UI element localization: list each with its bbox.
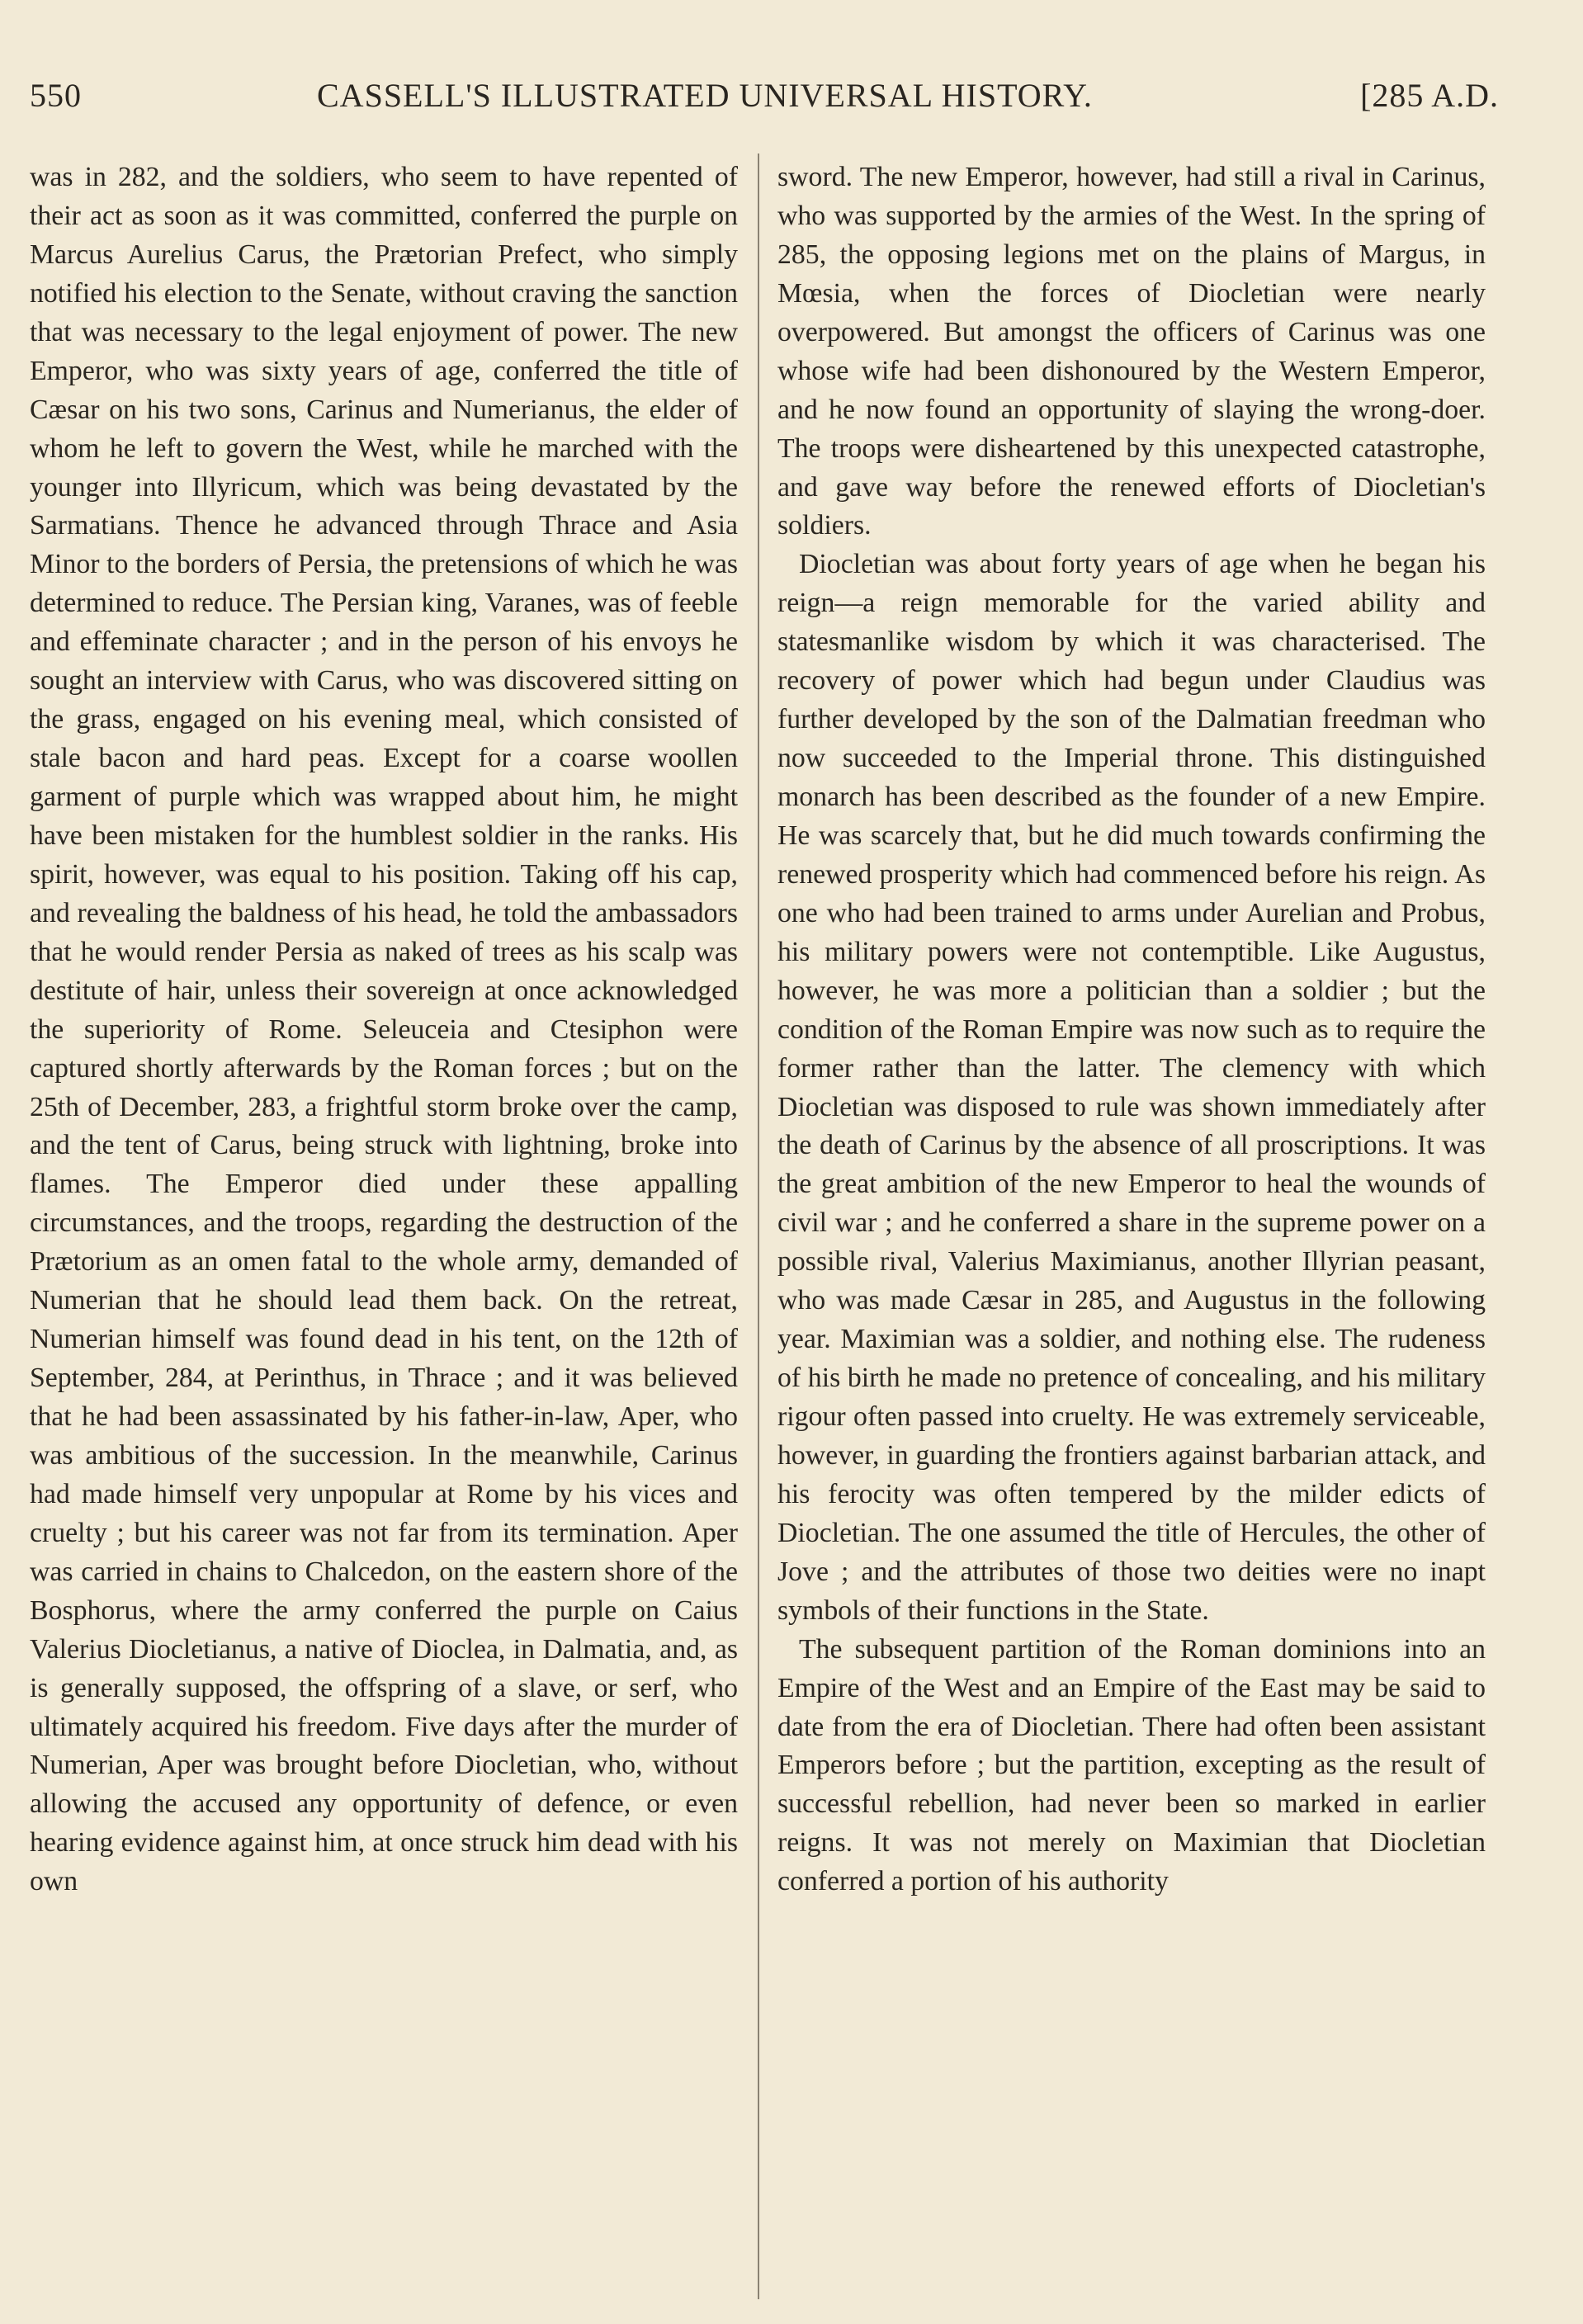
running-title: CASSELL'S ILLUSTRATED UNIVERSAL HISTORY.: [317, 77, 1093, 114]
paragraph: The subsequent partition of the Roman dominions into an Empire of the West and an Empire of the East may be said to date from the era of Diocletian. There had often been assistant Emperors before ; but the partition, excepting as the result of successful rebellion, had never been so marked in earlier reigns. It was not merely on Maximian that Diocletian conferred a portion of his authority: [777, 1633, 1486, 1897]
date-marker: [285 A.D.: [1360, 77, 1499, 114]
right-column: [777, 158, 1486, 1901]
paragraph: sword. The new Emperor, however, had still a rival in Carinus, who was supported by the armies of the West. In the spring of 285, the opposing legions met on the plains of Margus, in Mœsia, when the forces of Diocletian were nearly overpowered. But amongst the officers of Carinus was one whose wife had been dishonoured by the Western Emperor, and he now found an opportunity of slaying the wrong-doer. The troops were disheartened by this unexpected catastrophe, and gave way before the renewed efforts of Diocletian's soldiers.: [777, 162, 1486, 541]
column-divider: [758, 154, 759, 2299]
paragraph: was in 282, and the soldiers, who seem to have repented of their act as soon as it was committed, conferred the purple on Marcus Aurelius Carus, the Prætorian Prefect, who simply notified his election to the Senate, without craving the sanction that was necessary to the legal enjoyment of power. The new Emperor, who was sixty years of age, conferred the title of Cæsar on his two sons, Carinus and Numerianus, the elder of whom he left to govern the West, while he marched with the younger into Illyricum, which was being devastated by the Sarmatians. Thence he advanced through Thrace and Asia Minor to the borders of Persia, the pretensions of which he was determined to reduce. The Persian king, Varanes, was of feeble and effeminate character ; and in the person of his envoys he sought an interview with Carus, who was discovered sitting on the grass, engaged on his evening meal, which consisted of stale bacon and hard peas. Except for a coarse woollen garment of purple which was wrapped about him, he might have been mistaken for the humblest soldier in the ranks. His spirit, however, was equal to his position. Taking off his cap, and revealing the baldness of his head, he told the ambassadors that he would render Persia as naked of trees as his scalp was destitute of hair, unless their sovereign at once acknowledged the superiority of Rome. Seleuceia and Ctesiphon were captured shortly afterwards by the Roman forces ; but on the 25th of December, 283, a frightful storm broke over the camp, and the tent of Carus, being struck with lightning, broke into flames. The Emperor died under these appalling circumstances, and the troops, regarding the destruction of the Prætorium as an omen fatal to the whole army, demanded of Numerian that he should lead them back. On the retreat, Numerian himself was found dead in his tent, on the 12th of September, 284, at Perinthus, in Thrace ; and it was believed that he had been assassinated by his father-in-law, Aper, who was ambitious of the succession. In the meanwhile, Carinus had made himself very unpopular at Rome by his vices and cruelty ; but his career was not far from its termination. Aper was carried in chains to Chalcedon, on the eastern shore of the Bosphorus, where the army conferred the purple on Caius Valerius Diocletianus, a native of Dioclea, in Dalmatia, and, as is generally supposed, the offspring of a slave, or serf, who ultimately acquired his freedom. Five days after the murder of Numerian, Aper was brought before Diocletian, who, without allowing the accused any opportunity of defence, or even hearing evidence against him, at once struck him dead with his own: [30, 162, 738, 1897]
page-number: 550: [30, 77, 82, 114]
running-header: [30, 76, 1499, 125]
left-column: [30, 158, 738, 1901]
paragraph: Diocletian was about forty years of age when he began his reign—a reign memorable for the varied ability and statesmanlike wisdom by which it was characterised. The recovery of power which had begun under Claudius was further developed by the son of the Dalmatian freedman who now succeeded to the Imperial throne. This distinguished monarch has been described as the founder of a new Empire. He was scarcely that, but he did much towards confirming the renewed prosperity which had commenced before his reign. As one who had been trained to arms under Aurelian and Probus, his military powers were not contemptible. Like Augustus, however, he was more a politician than a soldier ; but the condition of the Roman Empire was now such as to require the former rather than the latter. The clemency with which Diocletian was disposed to rule was shown immediately after the death of Carinus by the absence of all proscriptions. It was the great ambition of the new Emperor to heal the wounds of civil war ; and he conferred a share in the supreme power on a possible rival, Valerius Maximianus, another Illyrian peasant, who was made Cæsar in 285, and Augustus in the following year. Maximian was a soldier, and nothing else. The rudeness of his birth he made no pretence of concealing, and his military rigour often passed into cruelty. He was extremely serviceable, however, in guarding the frontiers against barbarian attack, and his ferocity was often tempered by the milder edicts of Diocletian. The one assumed the title of Hercules, the other of Jove ; and the attributes of those two deities were no inapt symbols of their functions in the State.: [777, 549, 1486, 1626]
